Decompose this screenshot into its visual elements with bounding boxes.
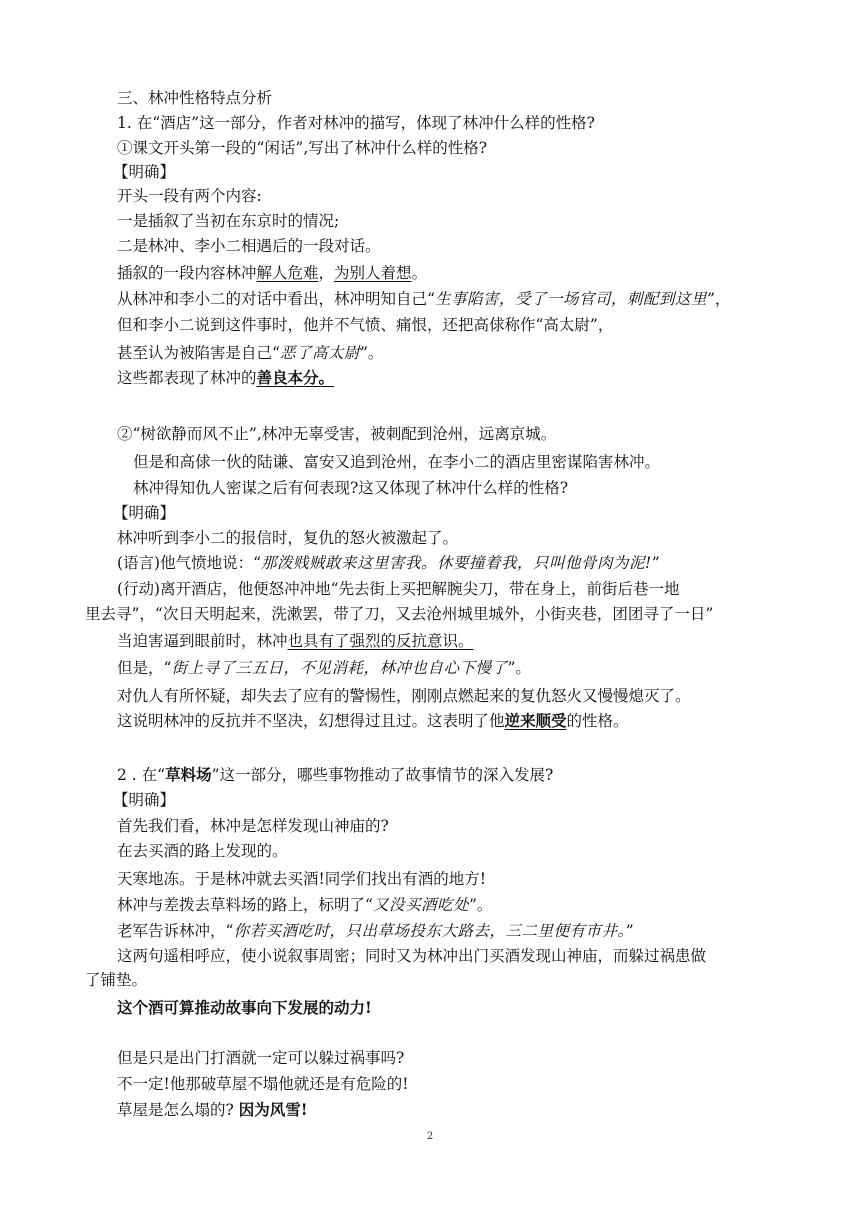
text-line-p8: [117, 367, 334, 389]
text-run: 在去买酒的路上发现的。: [117, 842, 288, 860]
underlined-text: 逆来顺受: [504, 711, 567, 730]
text-line-p27: [117, 1047, 404, 1069]
text-run: 当迫害逼到眼前时，林冲: [117, 632, 288, 650]
text-line-p3: [117, 235, 381, 257]
text-line-q2: [117, 764, 553, 786]
text-run: 但是和高俅一伙的陆谦、富安又追到沧州，在李小二的酒店里密谋陷害林冲。: [133, 453, 661, 471]
text-run: 【明确】: [113, 163, 176, 181]
quoted-text: 那泼贱贼敢来这里害我。休要撞着我，只叫他骨肉为泥!: [261, 554, 652, 572]
text-line-p4: [117, 262, 427, 284]
underlined-text: 解人危难: [256, 264, 319, 282]
text-run: (语言)他气愤地说：“: [117, 554, 262, 572]
text-run: 对仇人有所怀疑，却失去了应有的警惕性，刚刚点燃起来的复仇怒火又慢慢熄灭了。: [117, 687, 691, 705]
text-run: 。: [411, 264, 428, 282]
text-line-p19: [117, 815, 389, 837]
text-line-p5: [117, 288, 730, 310]
text-line-p28: [117, 1073, 408, 1095]
text-line-p7: [117, 342, 383, 364]
text-run: ”。: [507, 659, 531, 677]
text-run: 二是林冲、李小二相遇后的一段对话。: [117, 237, 381, 255]
text-run: 开头一段有两个内容:: [117, 187, 262, 205]
page-number: 2: [426, 1131, 434, 1142]
text-line-p2: [117, 210, 339, 232]
text-line-p20: [117, 840, 288, 862]
text-line-p10: [133, 477, 568, 499]
text-line-mingque-2: [113, 502, 175, 524]
text-line-p13: [117, 578, 680, 600]
quoted-text: 生事陷害，受了一场官司，刺配到这里: [434, 290, 707, 308]
text-run: 从林冲和李小二的对话中看出，林冲明知自己“: [117, 290, 435, 308]
text-run: 插叙的一段内容林冲: [117, 264, 257, 282]
text-run: 里去寻”，“次日天明起来，洗漱罢，带了刀，又去沧州城里城外，小街夹巷，团团寻了一日”: [85, 605, 714, 623]
bold-text: 因为风雪!: [238, 1100, 308, 1119]
text-run: 天寒地冻。于是林冲就去买酒!同学们找出有酒的地方!: [117, 870, 486, 888]
text-line-p26: [117, 997, 372, 1019]
underlined-text: 为别人着想: [334, 264, 412, 282]
text-line-p16: [117, 657, 531, 679]
text-run: 但是只是出门打酒就一定可以躲过祸事吗?: [117, 1049, 405, 1067]
text-run: ”这一部分，哪些事物推动了故事情节的深入发展?: [211, 766, 554, 784]
text-run: ①课文开头第一段的“闲话”,写出了林冲什么样的性格?: [117, 139, 488, 157]
text-line-p29: [117, 1099, 308, 1121]
text-line-p25: [85, 969, 147, 991]
underlined-text: 也具有了强烈的反抗意识。: [287, 632, 474, 650]
text-run: 一是插叙了当初在东京时的情况;: [117, 212, 340, 230]
text-line-p17: [117, 685, 691, 707]
text-run: 了铺垫。: [85, 971, 148, 989]
text-run: 首先我们看，林冲是怎样发现山神庙的?: [117, 817, 389, 835]
text-line-q1: [117, 112, 595, 134]
text-line-p15: [117, 630, 474, 652]
text-run: 林冲得知仇人密谋之后有何表现?这又体现了林冲什么样的性格?: [133, 479, 569, 497]
text-run: 但是，“: [117, 659, 172, 677]
text-line-p6: [117, 314, 613, 336]
text-run: 林冲听到李小二的报信时，复仇的怒火被激起了。: [117, 529, 459, 547]
text-run: 林冲与差拨去草料场的路上，标明了“: [117, 896, 373, 914]
quoted-text: 又没买酒吃处: [372, 896, 469, 914]
text-line-q1-sub1: [117, 137, 487, 159]
text-line-p22: [117, 894, 492, 916]
text-line-p18: [117, 710, 629, 732]
quoted-text: 街上寻了三五日，不见消耗，林冲也自心下慢了: [171, 659, 508, 677]
text-run: 甚至认为被陷害是自己“: [117, 344, 280, 362]
text-run: 但和李小二说到这件事时，他并不气愤、痛恨，还把高俅称作“高太尉”，: [117, 316, 614, 334]
text-run: ②“树欲静而风不止”,林冲无辜受害，被刺配到沧州，远离京城。: [117, 425, 557, 443]
text-run: 【明确】: [113, 504, 176, 522]
text-run: 这说明林冲的反抗并不坚决，幻想得过且过。这表明了他: [117, 712, 505, 730]
text-line-p12: [117, 552, 660, 574]
text-run: ”: [625, 922, 634, 940]
underlined-text: 善良本分。: [256, 368, 335, 387]
text-run: 这些都表现了林冲的: [117, 369, 257, 387]
text-line-p24: [117, 945, 706, 967]
text-line-p14: [85, 603, 713, 625]
text-line-p21: [117, 868, 486, 890]
text-run: 2 . 在“: [117, 766, 166, 784]
text-run: ，: [318, 264, 335, 282]
text-run: 【明确】: [113, 791, 176, 809]
text-run: 不一定!他那破草屋不塌他就还是有危险的!: [117, 1075, 409, 1093]
text-line-q1-sub2: [117, 423, 556, 445]
text-line-mingque-3: [113, 789, 175, 811]
quoted-text: 恶了高太尉: [279, 344, 360, 362]
text-run: (行动)离开酒店，他便怒冲冲地“先去街上买把解腕尖刀，带在身上，前街后巷一地: [117, 580, 680, 598]
text-run: ”。: [468, 896, 493, 914]
text-line-p1: [117, 185, 262, 207]
quoted-text: 你若买酒吃时，只出草场投东大路去，三二里便有市井。: [233, 922, 626, 940]
text-run: 三、林冲性格特点分析: [117, 89, 273, 107]
text-run: 老军告诉林冲，“: [117, 922, 234, 940]
text-line-section-heading: [117, 87, 272, 109]
bold-text: 这个酒可算推动故事向下发展的动力!: [117, 998, 372, 1017]
text-line-p9: [133, 451, 660, 473]
text-run: 的性格。: [566, 712, 629, 730]
text-run: ”: [651, 554, 660, 572]
text-run: 这两句遥相呼应，使小说叙事周密；同时又为林冲出门买酒发现山神庙，而躲过祸患做: [117, 947, 707, 965]
text-line-mingque-1: [113, 161, 175, 183]
text-run: 1. 在“酒店”这一部分，作者对林冲的描写，体现了林冲什么样的性格?: [117, 114, 595, 132]
text-run: 草屋是怎么塌的?: [117, 1101, 239, 1119]
text-line-p23: [117, 920, 634, 942]
text-run: ”。: [359, 344, 384, 362]
text-line-p11: [117, 527, 458, 549]
bold-text: 草料场: [165, 765, 212, 784]
text-run: ”，: [706, 290, 731, 308]
